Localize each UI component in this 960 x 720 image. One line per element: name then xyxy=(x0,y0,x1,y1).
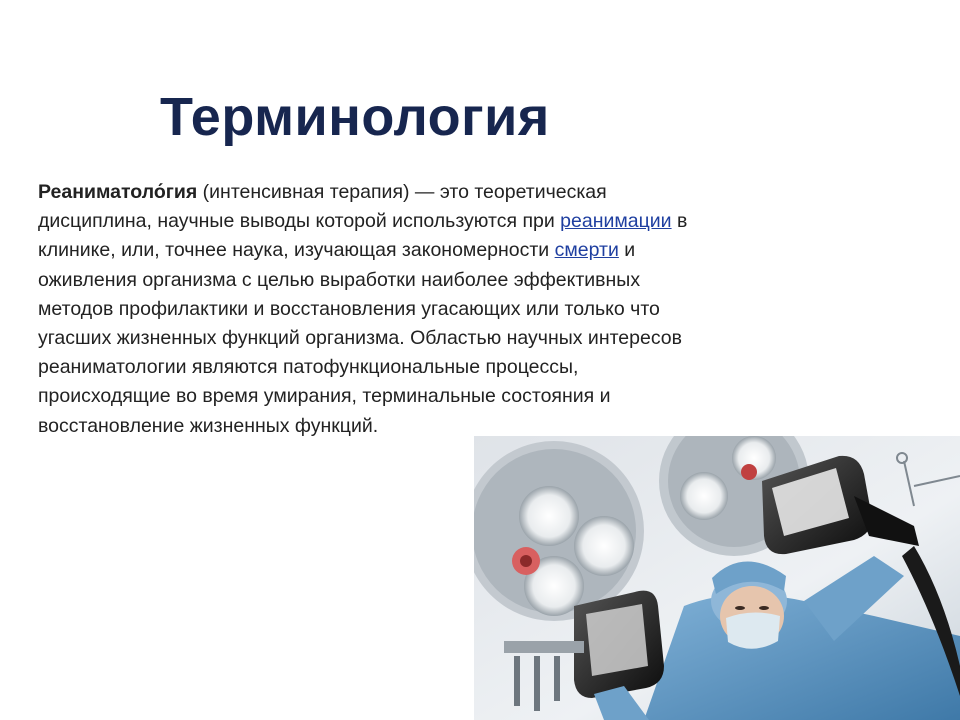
body-paragraph xyxy=(38,178,698,441)
text-part-3: и оживления организма с целью выработки наиболее эффективных методов профилактики и восстановления угасающих или только что угасших жизненных функций организма. Областью научных интересов реаниматологии являются патофункциональные процессы, происходящие во время умирания, терминальные состояния и восстановление жизненных функций. xyxy=(38,239,683,437)
text-part-2: в клинике, или, точнее наука, изучающая закономерности xyxy=(38,210,688,262)
surgeon-defibrillator-photo xyxy=(474,436,960,720)
term-heading: Реаниматоло́гия xyxy=(38,181,198,203)
text-part-1: (интенсивная терапия) — это теоретическая дисциплина, научные выводы которой используются при xyxy=(38,181,607,233)
link-death[interactable]: смерти xyxy=(554,239,619,262)
link-reanimation[interactable]: реанимации xyxy=(560,210,672,233)
slide-title: Терминология xyxy=(160,87,550,147)
